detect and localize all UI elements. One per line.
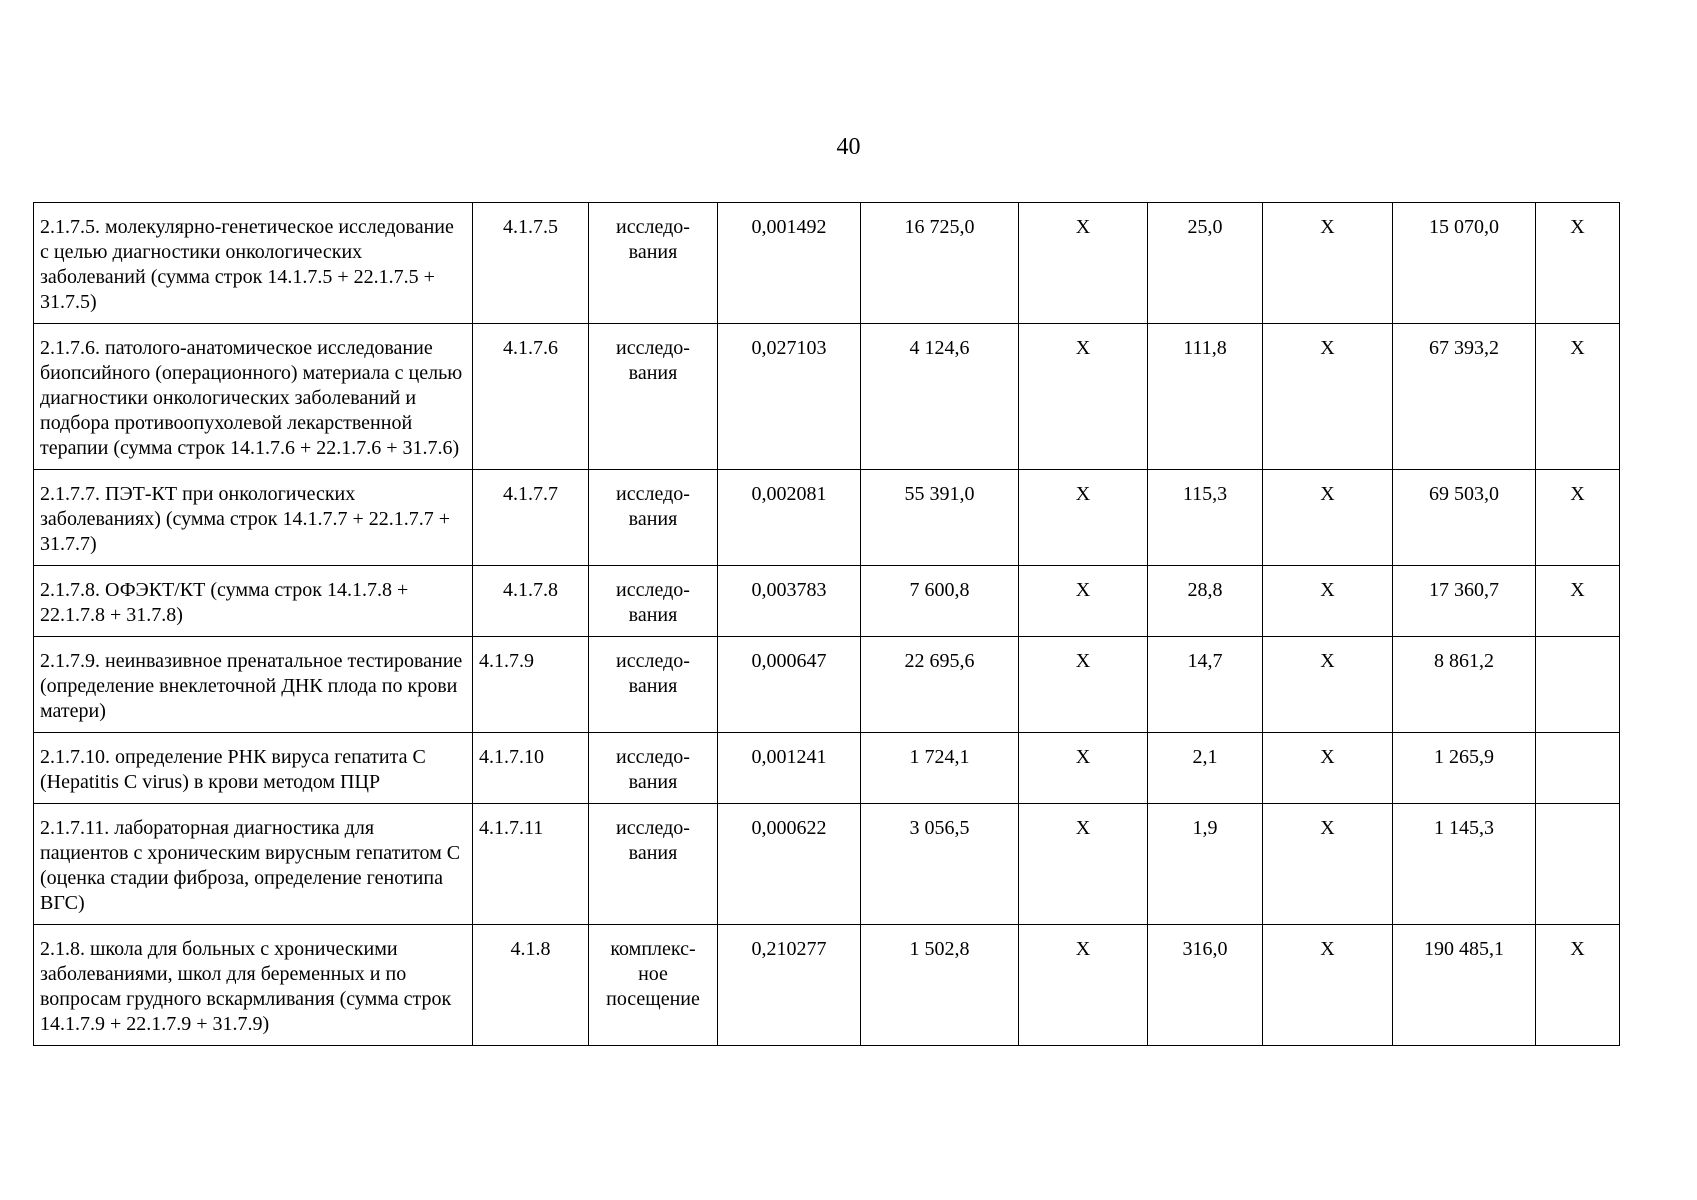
cell-unit: комплекс- ное посещение	[589, 925, 718, 1046]
table-row	[34, 566, 1620, 637]
cell-cost: 3 056,5	[861, 804, 1019, 925]
cell-indicator-name: 2.1.7.9. неинвазивное пренатальное тестирование (определение внеклеточной ДНК плода по крови матери)	[34, 637, 473, 733]
cell-indicator-name: 2.1.7.7. ПЭТ-КТ при онкологических заболеваниях) (сумма строк 14.1.7.7 + 22.1.7.7 + 31.7.7)	[34, 470, 473, 566]
cell-indicator-name: 2.1.7.11. лабораторная диагностика для пациентов с хроническим вирусным гепатитом С (оценка стадии фиброза, определение генотипа ВГС)	[34, 804, 473, 925]
cell-mark-2: Х	[1263, 566, 1393, 637]
cell-mark-3	[1536, 637, 1620, 733]
cell-unit: исследо- вания	[589, 470, 718, 566]
cell-mark-2: Х	[1263, 804, 1393, 925]
cell-mark-1: Х	[1019, 470, 1148, 566]
table-row	[34, 324, 1620, 470]
cell-norm: 0,027103	[718, 324, 861, 470]
page-number: 40	[836, 134, 861, 160]
cell-row-code: 4.1.7.9	[473, 637, 589, 733]
cell-mark-3	[1536, 733, 1620, 804]
cell-total: 67 393,2	[1393, 324, 1536, 470]
table-row	[34, 470, 1620, 566]
cell-mark-1: Х	[1019, 637, 1148, 733]
cell-total: 17 360,7	[1393, 566, 1536, 637]
cell-per-capita: 28,8	[1148, 566, 1263, 637]
cell-mark-3: Х	[1536, 925, 1620, 1046]
cell-indicator-name: 2.1.7.8. ОФЭКТ/КТ (сумма строк 14.1.7.8 + 22.1.7.8 + 31.7.8)	[34, 566, 473, 637]
cell-row-code: 4.1.7.6	[473, 324, 589, 470]
cell-per-capita: 25,0	[1148, 203, 1263, 324]
cell-cost: 1 724,1	[861, 733, 1019, 804]
cell-unit: исследо- вания	[589, 804, 718, 925]
cell-mark-1: Х	[1019, 566, 1148, 637]
cell-cost: 55 391,0	[861, 470, 1019, 566]
cell-unit: исследо- вания	[589, 733, 718, 804]
cell-mark-2: Х	[1263, 733, 1393, 804]
cell-row-code: 4.1.7.11	[473, 804, 589, 925]
cell-mark-3: Х	[1536, 470, 1620, 566]
cell-indicator-name: 2.1.7.6. патолого-анатомическое исследование биопсийного (операционного) материала с целью диагностики онкологических заболеваний и подбора противоопухолевой лекарственной терапии (сумма строк 14.1.7.6 + 22.1.7.6 + 31.7.6)	[34, 324, 473, 470]
cell-mark-3: Х	[1536, 203, 1620, 324]
cell-total: 8 861,2	[1393, 637, 1536, 733]
cell-cost: 4 124,6	[861, 324, 1019, 470]
cell-per-capita: 316,0	[1148, 925, 1263, 1046]
table-body	[34, 203, 1620, 1046]
cell-row-code: 4.1.7.10	[473, 733, 589, 804]
cell-norm: 0,000647	[718, 637, 861, 733]
table-row	[34, 925, 1620, 1046]
cell-norm: 0,000622	[718, 804, 861, 925]
cell-per-capita: 115,3	[1148, 470, 1263, 566]
cell-norm: 0,003783	[718, 566, 861, 637]
cell-mark-2: Х	[1263, 324, 1393, 470]
cell-norm: 0,001241	[718, 733, 861, 804]
cell-mark-1: Х	[1019, 203, 1148, 324]
cell-per-capita: 14,7	[1148, 637, 1263, 733]
cell-mark-1: Х	[1019, 925, 1148, 1046]
cell-mark-3	[1536, 804, 1620, 925]
cell-cost: 22 695,6	[861, 637, 1019, 733]
cell-total: 190 485,1	[1393, 925, 1536, 1046]
cell-norm: 0,210277	[718, 925, 861, 1046]
cell-indicator-name: 2.1.8. школа для больных с хроническими заболеваниями, школ для беременных и по вопросам грудного вскармливания (сумма строк 14.1.7.9 + 22.1.7.9 + 31.7.9)	[34, 925, 473, 1046]
table-row	[34, 733, 1620, 804]
cell-per-capita: 111,8	[1148, 324, 1263, 470]
cell-mark-1: Х	[1019, 733, 1148, 804]
cell-per-capita: 1,9	[1148, 804, 1263, 925]
cell-cost: 16 725,0	[861, 203, 1019, 324]
cell-unit: исследо- вания	[589, 637, 718, 733]
cell-indicator-name: 2.1.7.5. молекулярно-генетическое исследование с целью диагностики онкологических заболеваний (сумма строк 14.1.7.5 + 22.1.7.5 + 31.7.5)	[34, 203, 473, 324]
cell-total: 69 503,0	[1393, 470, 1536, 566]
cell-mark-3: Х	[1536, 566, 1620, 637]
cell-row-code: 4.1.7.5	[473, 203, 589, 324]
table-row	[34, 637, 1620, 733]
cell-cost: 1 502,8	[861, 925, 1019, 1046]
cell-norm: 0,001492	[718, 203, 861, 324]
cell-mark-1: Х	[1019, 324, 1148, 470]
cell-norm: 0,002081	[718, 470, 861, 566]
cell-mark-2: Х	[1263, 203, 1393, 324]
cell-unit: исследо- вания	[589, 566, 718, 637]
cell-per-capita: 2,1	[1148, 733, 1263, 804]
cell-total: 15 070,0	[1393, 203, 1536, 324]
cell-mark-3: Х	[1536, 324, 1620, 470]
cell-mark-2: Х	[1263, 470, 1393, 566]
cell-unit: исследо- вания	[589, 324, 718, 470]
data-table	[33, 202, 1620, 1046]
cell-mark-2: Х	[1263, 925, 1393, 1046]
cell-unit: исследо- вания	[589, 203, 718, 324]
table-row	[34, 203, 1620, 324]
table-row	[34, 804, 1620, 925]
cell-row-code: 4.1.8	[473, 925, 589, 1046]
cell-total: 1 145,3	[1393, 804, 1536, 925]
cell-indicator-name: 2.1.7.10. определение РНК вируса гепатита С (Hepatitis C virus) в крови методом ПЦР	[34, 733, 473, 804]
cell-mark-2: Х	[1263, 637, 1393, 733]
cell-row-code: 4.1.7.8	[473, 566, 589, 637]
cell-cost: 7 600,8	[861, 566, 1019, 637]
cell-total: 1 265,9	[1393, 733, 1536, 804]
cell-row-code: 4.1.7.7	[473, 470, 589, 566]
cell-mark-1: Х	[1019, 804, 1148, 925]
